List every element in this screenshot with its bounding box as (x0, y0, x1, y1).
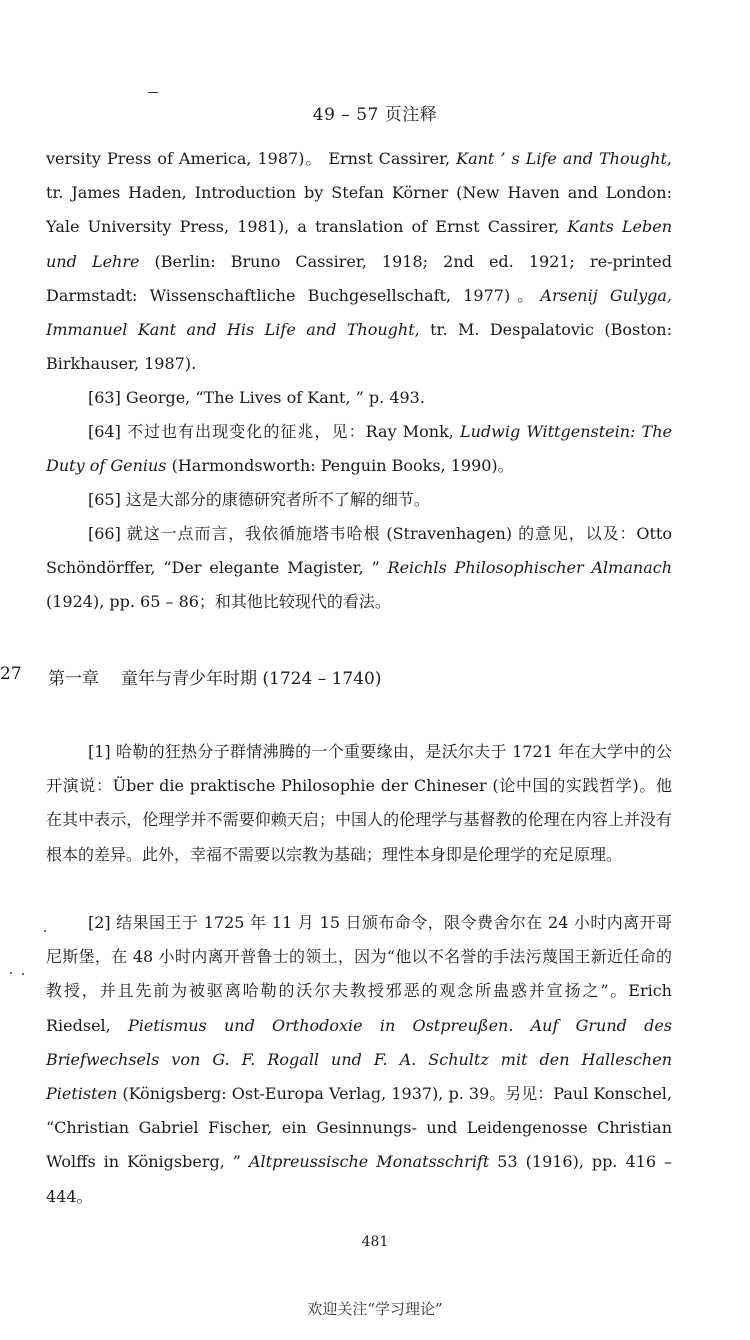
note-continuation: versity Press of America, 1987)。 Ernst Cassirer, Kant ’ s Life and Thought, tr. James Haden, Introduction by Stefan Körner (New Haven and London: Yale University Press, 1981), a translation of Ernst Cassirer, Kants Leben und Lehre (Berlin: Bruno Cassirer, 1918; 2nd ed. 1921; re-printed Darmstadt: Wissenschaftliche Buchgesellschaft, 1977)。Arsenij Gulyga, Immanuel Kant and His Life and Thought, tr. M. Despalatovic (Boston: Birkhauser, 1987). (46, 149, 673, 374)
running-head: 49 – 57 页注释 (312, 105, 438, 125)
footer-watermark: 欢迎关注“学习理论” (307, 1300, 443, 1318)
chapter-note-2: [2] 结果国王于 1725 年 11 月 15 日颁布命令，限令费舍尔在 24 小时内离开哥尼斯堡，在 48 小时内离开普鲁士的领土，因为“他以不名誉的手法污蔑国王新近任命的教授，并且先前为被驱离哈勒的沃尔夫教授邪恶的观念所蛊惑并宣扬之”。Erich Riedsel, Pietismus und Orthodoxie in Ostpreußen. Auf Grund des Briefwechsels von G. F. Rogall und F. A. Schultz mit den Halleschen Pietisten (Königsberg: Ost-Europa Verlag, 1937), p. 39。另见：Paul Konschel, “Christian Gabriel Fischer, ein Gesinnungs- und Leidengenosse Christian Wolffs in Königsberg, ” Altpreussische Monatsschrift 53 (1916), pp. 416 – 444。 (46, 913, 673, 1206)
scan-speck (44, 930, 46, 932)
header-dash (148, 92, 158, 93)
chapter-heading (48, 664, 382, 689)
chapter-title: 童年与青少年时期 (1724 – 1740) (121, 669, 382, 689)
scan-speck (22, 973, 24, 975)
chapter-note-1: [1] 哈勒的狂热分子群情沸腾的一个重要缘由，是沃尔夫于 1721 年在大学中的公开演说：Über die praktische Philosophie der Chineser (论中国的实践哲学)。他在其中表示，伦理学并不需要仰赖天启；中国人的伦理学与基督教的伦理在内容上并没有根本的差异。此外，幸福不需要以宗教为基础；理性本身即是伦理学的充足原理。 (46, 742, 672, 864)
margin-page-number: 27 (0, 664, 22, 684)
note-64: [64] 不过也有出现变化的征兆，见：Ray Monk, Ludwig Wittgenstein: The Duty of Genius (Harmondsworth: Penguin Books, 1990)。 (46, 422, 672, 476)
note-66: [66] 就这一点而言，我依循施塔韦哈根 (Stravenhagen) 的意见，以及：Otto Schöndörffer, “Der elegante Magister, ” Reichls Philosophischer Almanach (1924), pp. 65 – 86；和其他比较现代的看法。 (46, 524, 672, 612)
note-65: [65] 这是大部分的康德研究者所不了解的细节。 (88, 490, 430, 509)
scan-speck (10, 972, 12, 974)
note-63: [63] George, “The Lives of Kant, ” p. 493. (88, 388, 425, 407)
chapter-label: 第一章 (48, 669, 99, 689)
page-number: 481 (361, 1234, 389, 1250)
